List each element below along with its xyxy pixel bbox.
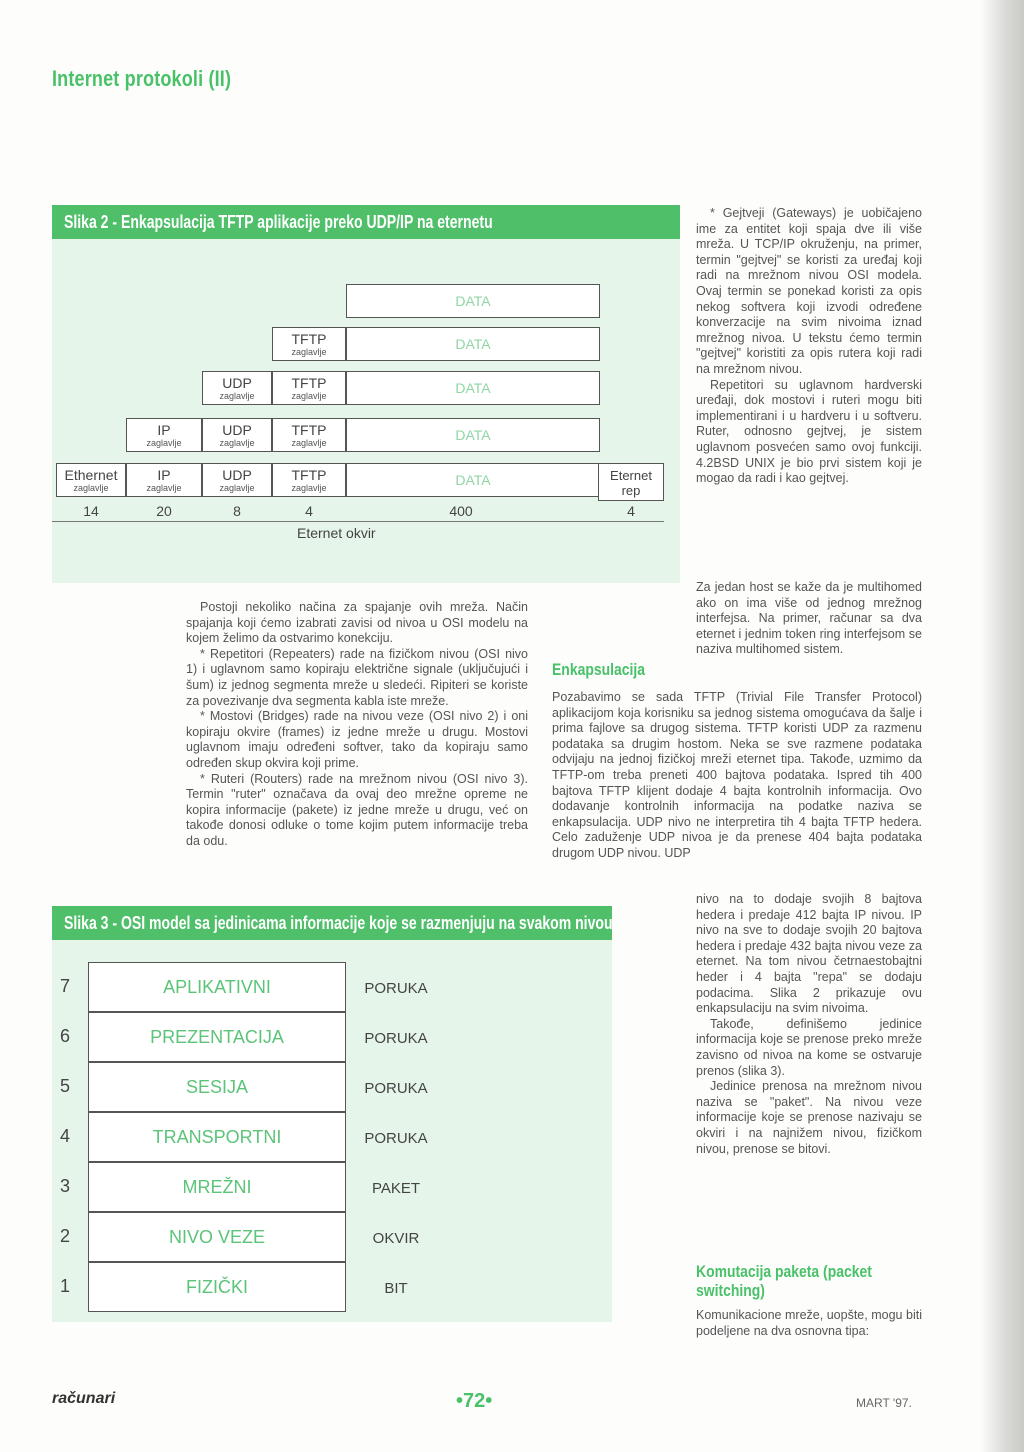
size-ip-header: 20	[156, 503, 172, 519]
layer-number: 2	[60, 1226, 71, 1246]
layer-name: NIVO VEZE	[88, 1212, 346, 1262]
paragraph-repeaters-summary: Repetitori su uglavnom hardverski uređaji, dok mostovi i ruteri mogu biti implementirani i u hardveru i u softveru. Ruter, odnosno gejtvej, je sistem uglavnom posvećen samo ovoj funkciji. 4.2BSD UNIX je bio prvi sistem koji je mogao da radi i kao gejtvej.	[696, 377, 922, 486]
layer-number: 5	[60, 1076, 71, 1096]
layer-name: PREZENTACIJA	[88, 1012, 346, 1062]
layer-name: APLIKATIVNI	[88, 962, 346, 1012]
tftp-header-block: TFTP zaglavlje	[272, 371, 346, 405]
ethernet-trailer-block: Eternet rep	[598, 463, 664, 501]
layer-unit: PORUKA	[364, 1030, 428, 1047]
layer-number: 1	[60, 1276, 71, 1296]
size-tftp-header: 4	[305, 503, 313, 519]
issue-date: MART '97.	[856, 1396, 912, 1410]
ethernet-header-block: Ethernet zaglavlje	[56, 463, 126, 497]
page-title: Internet protokoli (II)	[52, 66, 232, 91]
layer-unit: BIT	[384, 1280, 408, 1297]
paragraph-multihomed: Za jedan host se kaže da je multihomed ako on ima više od jednog mrežnog interfejsa. Na primer, računar sa dva eternet i jednim token ring interfejsom se naziva multihomed sistem.	[696, 580, 922, 657]
data-block: DATA	[346, 327, 600, 361]
data-block: DATA	[346, 371, 600, 405]
layer-number: 7	[60, 976, 71, 996]
size-ethernet-trailer: 4	[627, 503, 635, 519]
osi-layer-row	[52, 1062, 612, 1112]
paragraph-repeaters: * Repetitori (Repeaters) rade na fizičkom nivou (OSI nivo 1) i uglavnom samo kopiraju električne signale (uključujući i šum) iz jednog segmenta mreže u sledeći. Ripiteri se koriste za povezivanje dva segmenta kabla iste mreže.	[186, 646, 528, 708]
layer-name: MREŽNI	[88, 1162, 346, 1212]
paragraph-encapsulation-3: Jedinice prenosa na mrežnom nivou naziva se "paket". Na nivou veze informacije koje se prenose nazivaju se okviri i na najnižem nivou, fizičkom nivou, prenose se bitovi.	[696, 1079, 922, 1156]
layer-name: TRANSPORTNI	[88, 1112, 346, 1162]
paragraph-bridges: * Mostovi (Bridges) rade na nivou veze (OSI nivo 2) i oni kopiraju okvire (frames) iz jedne mreže u drugu. Mostovi uglavnom imaju određeni softver, tako da kopiraju samo određen skup okvira koji prime.	[186, 709, 528, 770]
osi-layer-row	[52, 1112, 612, 1162]
paragraph-encapsulation-1-cont: nivo na to dodaje svojih 8 bajtova hedera i predaje 412 bajta IP nivou. IP nivo na sve to dodaje svojih 20 bajtova hedera i predaje 432 bajta nivou veze za eternet. Na tom nivou četrnaestobajtni heder i 4 bajta "repa" se dodaju podacima. Slika 2 prikazuje ovu enkapsulaciju na svim nivoima.	[696, 892, 922, 1016]
figure-2-title: Slika 2 - Enkapsulacija TFTP aplikacije preko UDP/IP na eternetu	[52, 205, 680, 239]
layer-unit: PORUKA	[364, 1080, 428, 1097]
osi-layer-row	[52, 1012, 612, 1062]
osi-layer-row	[52, 962, 612, 1012]
layer-name: SESIJA	[88, 1062, 346, 1112]
osi-layer-row	[52, 1212, 612, 1262]
figure-3-osi-model	[52, 906, 612, 1322]
encapsulation-text-wide	[552, 690, 922, 862]
tftp-header-block: TFTP zaglavlje	[272, 327, 346, 361]
size-data: 400	[449, 503, 473, 519]
paragraph-encapsulation-1: Pozabavimo se sada TFTP (Trivial File Transfer Protocol) aplikacijom koja korisniku sa jednog sistema omogućava da šalje i prima fajlove sa drugog sistema. TFTP koristi UDP za razmenu podataka sa drugim hostom. Neka se sve razmene podataka odvijaju na jednoj fizičkoj mreži eternet tipa. Takođe, uzmimo da TFTP-om treba preneti 400 bajtova podataka. Ispred tih 400 bajtova TFTP klijent dodaje 4 bajta kontrolnih informacija. Ovo dodavanje kontrolnih informacija na podatke naziva se enkapsulacija. UDP nivo ne interpretira tih 4 bajta TFTP hedera. Celo zaduženje UDP nivoa je da prenese 404 bajta podataka drugom UDP nivou. UDP	[552, 690, 922, 860]
paragraph-routers: * Ruteri (Routers) rade na mrežnom nivou (OSI nivo 3). Termin "ruter" označava da ovaj deo mrežne opreme ne kopira informacije (pakete) iz jedne mreže u drugu, već on takođe donosi odluke o tome kojim putem informacije treba da odu.	[186, 771, 528, 848]
osi-layer-row	[52, 1262, 612, 1312]
page-edge-shadow	[980, 0, 1024, 1452]
tftp-header-block: TFTP zaglavlje	[272, 463, 346, 497]
ip-header-block: IP zaglavlje	[126, 463, 202, 497]
figure-3-title: Slika 3 - OSI model sa jedinicama informacije koje se razmenjuju na svakom nivou	[52, 906, 612, 940]
page-number: •72•	[456, 1390, 493, 1412]
size-ethernet-header: 14	[83, 503, 99, 519]
layer-unit: OKVIR	[372, 1230, 420, 1247]
left-column-text	[186, 600, 528, 850]
layer-name: FIZIČKI	[88, 1262, 346, 1312]
paragraph-gateways: * Gejtveji (Gateways) je uobičajeno ime za entitet koji spaja dve ili više mreža. U TCP/IP okruženju, na primer, termin "gejtvej" se koristi za uređaj koji radi na mrežnom nivou OSI modela. Ovaj termin se ponekad koristi za opis nekog softvera koji izvodi određene konverzacije na svim nivoima iznad mrežnog nivoa. U tekstu ćemo termin "gejtvej" koristiti za opis rutera koji radi na mrežnom nivou.	[696, 206, 922, 376]
data-block: DATA	[346, 284, 600, 318]
udp-header-block: UDP zaglavlje	[202, 418, 272, 452]
osi-layer-row	[52, 1162, 612, 1212]
figure-2-encapsulation	[52, 205, 680, 583]
section-heading-encapsulation: Enkapsulacija	[552, 660, 645, 679]
ip-header-block: IP zaglavlje	[126, 418, 202, 452]
tftp-header-block: TFTP zaglavlje	[272, 418, 346, 452]
layer-number: 6	[60, 1026, 71, 1046]
layer-number: 4	[60, 1126, 71, 1146]
encapsulation-text-narrow	[696, 892, 922, 1157]
right-column-top-text	[696, 206, 922, 487]
size-udp-header: 8	[233, 503, 241, 519]
layer-unit: PAKET	[371, 1180, 421, 1197]
layer-unit: PORUKA	[364, 1130, 428, 1147]
magazine-name: računari	[52, 1390, 116, 1407]
paragraph-packet-switching: Komunikacione mreže, uopšte, mogu biti podeljene na dva osnovna tipa:	[696, 1308, 922, 1338]
layer-number: 3	[60, 1176, 71, 1196]
paragraph-encapsulation-2: Takođe, definišemo jedinice informacija koje se prenose preko mreže zavisno od nivoa na kome se ostvaruje prenos (slika 3).	[696, 1016, 922, 1078]
frame-line	[52, 521, 664, 522]
udp-header-block: UDP zaglavlje	[202, 371, 272, 405]
multihomed-text	[552, 580, 922, 658]
layer-unit: PORUKA	[364, 980, 428, 997]
data-block: DATA	[346, 463, 600, 497]
paragraph-intro: Postoji nekoliko načina za spajanje ovih mreža. Način spajanja koji ćemo izabrati zavisi od nivoa u OSI modelu na kojem želimo da ostvarimo konekciju.	[186, 600, 528, 646]
packet-switching-text	[696, 1308, 922, 1339]
section-heading-packet-switching: Komutacija paketa (packet switching)	[696, 1262, 872, 1300]
data-block: DATA	[346, 418, 600, 452]
udp-header-block: UDP zaglavlje	[202, 463, 272, 497]
frame-label: Eternet okvir	[297, 525, 376, 541]
